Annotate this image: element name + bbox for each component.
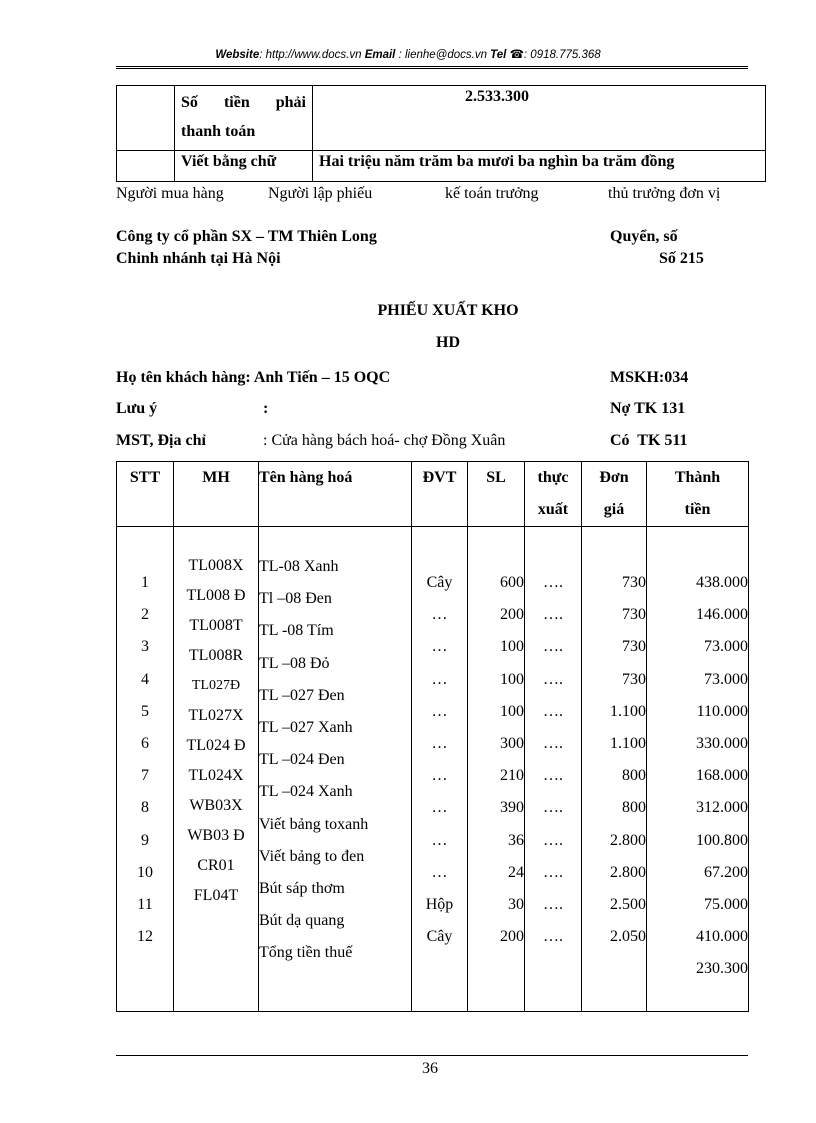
cell-stt: 4 bbox=[141, 670, 149, 688]
cell-dvt: Hộp bbox=[425, 896, 454, 914]
cell-actual: …. bbox=[543, 799, 563, 817]
col-name bbox=[259, 527, 412, 1012]
cell-total: 146.000 bbox=[696, 606, 748, 624]
cell-total: 110.000 bbox=[696, 702, 748, 720]
header-divider-2 bbox=[116, 68, 748, 69]
cell-mh: TL024X bbox=[188, 767, 244, 784]
cell-price: 1.100 bbox=[610, 702, 646, 720]
cell-stt: 11 bbox=[137, 896, 153, 914]
cell-actual: …. bbox=[543, 670, 563, 688]
tax-label: Tổng tiền thuế bbox=[259, 944, 353, 962]
cell-actual: …. bbox=[543, 702, 563, 720]
company-branch: Chinh nhánh tại Hà Nội bbox=[116, 250, 281, 267]
cell-price: 730 bbox=[622, 638, 646, 656]
cell-dvt: … bbox=[431, 767, 448, 785]
book-label: Quyển, số bbox=[610, 228, 678, 245]
cell-actual: …. bbox=[543, 928, 563, 946]
cell-sl: 30 bbox=[508, 896, 524, 914]
signature-chief-accountant: kế toán trưởng bbox=[445, 185, 539, 202]
address-value: : Cửa hàng bách hoá- chợ Đồng Xuân bbox=[263, 432, 506, 449]
cell-mh: TL027X bbox=[188, 707, 244, 724]
cell-actual: …. bbox=[543, 574, 563, 591]
cell-name: Bút sáp thơm bbox=[259, 880, 345, 898]
address-label: MST, Địa chỉ bbox=[116, 432, 206, 449]
cell-stt: 3 bbox=[141, 638, 149, 656]
email-label: Email bbox=[364, 49, 396, 61]
col-sl bbox=[468, 527, 525, 1012]
col-actual bbox=[525, 527, 582, 1012]
cell-price: 1.100 bbox=[610, 735, 646, 753]
cell-actual: …. bbox=[543, 863, 563, 881]
cell-total: 100.800 bbox=[696, 831, 748, 849]
amount-label-line-2: thanh toán bbox=[181, 123, 256, 140]
note-colon: : bbox=[263, 400, 269, 417]
cell-sl: 200 bbox=[500, 928, 524, 946]
cell-mh: CR01 bbox=[197, 857, 235, 874]
debit-account: Nợ TK 131 bbox=[610, 400, 686, 417]
tel-label: Tel bbox=[490, 49, 507, 61]
tax-value: 230.300 bbox=[696, 960, 748, 978]
document-number: Số 215 bbox=[659, 250, 704, 267]
cell-dvt: Cây bbox=[426, 574, 453, 591]
cell-name: TL -08 Tím bbox=[259, 622, 334, 640]
signature-director: thủ trưởng đơn vị bbox=[608, 185, 721, 202]
header-actual-line-1: thực bbox=[537, 469, 569, 486]
header-divider bbox=[116, 66, 748, 67]
cell-name: TL –08 Đỏ bbox=[259, 654, 330, 672]
cell-mh: TL024 Đ bbox=[186, 737, 246, 754]
cell-actual: …. bbox=[543, 638, 563, 656]
email-value: : lienhe@docs.vn bbox=[398, 49, 487, 61]
cell-total: 168.000 bbox=[696, 767, 748, 785]
document-subtitle: HD bbox=[436, 334, 460, 351]
cell-sl: 100 bbox=[500, 702, 524, 720]
cell-dvt: Cây bbox=[426, 928, 453, 946]
tel-value: : 0918.775.368 bbox=[523, 49, 601, 61]
cell-stt: 12 bbox=[137, 928, 153, 946]
cell-actual: …. bbox=[543, 606, 563, 624]
cell-mh: TL008T bbox=[189, 617, 243, 634]
cell-name: Bút dạ quang bbox=[259, 912, 345, 930]
header-dvt: ĐVT bbox=[412, 462, 468, 527]
cell-price: 730 bbox=[622, 574, 646, 591]
cell-dvt: … bbox=[431, 831, 448, 849]
cell-name: Tl –08 Đen bbox=[259, 590, 332, 608]
cell-actual: …. bbox=[543, 896, 563, 914]
cell-price: 2.050 bbox=[610, 928, 646, 946]
cell-dvt: … bbox=[431, 606, 448, 624]
cell-total: 73.000 bbox=[704, 638, 748, 656]
header-total-line-1: Thành bbox=[674, 469, 721, 486]
footer-divider bbox=[116, 1055, 748, 1056]
amount-value: 2.533.300 bbox=[313, 86, 766, 151]
cell-total: 312.000 bbox=[696, 799, 748, 817]
cell-sl: 300 bbox=[500, 735, 524, 753]
cell-mh: TL008X bbox=[188, 557, 244, 574]
cell-sl: 210 bbox=[500, 767, 524, 785]
cell-sl: 36 bbox=[508, 831, 524, 849]
goods-table-body bbox=[117, 527, 749, 1012]
cell-actual: …. bbox=[543, 767, 563, 785]
cell-name: TL –024 Đen bbox=[259, 751, 345, 769]
cell-price: 800 bbox=[622, 767, 646, 785]
customer-code: MSKH:034 bbox=[610, 369, 689, 386]
cell-stt: 9 bbox=[141, 831, 149, 849]
payment-blank-cell-2 bbox=[117, 151, 175, 182]
header-mh: MH bbox=[174, 462, 259, 527]
cell-mh: TL008 Đ bbox=[186, 587, 246, 604]
cell-total: 410.000 bbox=[696, 928, 748, 946]
phone-icon: ☎ bbox=[509, 49, 524, 61]
payment-table bbox=[116, 85, 766, 182]
cell-actual: …. bbox=[543, 831, 563, 849]
cell-price: 730 bbox=[622, 670, 646, 688]
header-stt: STT bbox=[117, 462, 174, 527]
cell-sl: 24 bbox=[508, 863, 524, 881]
cell-dvt: … bbox=[431, 702, 448, 720]
website-label: Website bbox=[215, 49, 260, 61]
cell-stt: 7 bbox=[141, 767, 149, 785]
col-price bbox=[582, 527, 647, 1012]
header-actual-line-2: xuất bbox=[537, 501, 569, 518]
header-total-line-2: tiền bbox=[684, 501, 711, 518]
cell-total: 67.200 bbox=[704, 863, 748, 881]
company-name: Công ty cổ phần SX – TM Thiên Long bbox=[116, 228, 377, 245]
cell-stt: 6 bbox=[141, 735, 149, 753]
site-header bbox=[0, 47, 816, 61]
cell-name: TL –027 Xanh bbox=[259, 719, 353, 737]
cell-mh: WB03X bbox=[189, 797, 243, 814]
header-actual bbox=[525, 462, 582, 527]
payment-blank-cell bbox=[117, 86, 175, 151]
cell-total: 438.000 bbox=[696, 574, 748, 591]
signature-buyer: Người mua hàng bbox=[116, 185, 224, 202]
cell-mh: TL008R bbox=[188, 647, 244, 664]
cell-sl: 200 bbox=[500, 606, 524, 624]
note-label: Lưu ý bbox=[116, 400, 158, 417]
words-value: Hai triệu năm trăm ba mươi ba nghìn ba trăm đồng bbox=[313, 151, 766, 182]
cell-sl: 100 bbox=[500, 670, 524, 688]
page-number: 36 bbox=[422, 1060, 438, 1077]
goods-table bbox=[116, 461, 749, 1012]
cell-price: 2.800 bbox=[610, 831, 646, 849]
cell-dvt: … bbox=[431, 799, 448, 817]
goods-table-header bbox=[117, 462, 749, 527]
col-stt bbox=[117, 527, 174, 1012]
cell-stt: 10 bbox=[137, 863, 153, 881]
header-price-line-1: Đơn bbox=[599, 469, 629, 486]
cell-name: Viết bảng to đen bbox=[259, 847, 365, 865]
document-title: PHIẾU XUẤT KHO bbox=[377, 302, 519, 319]
header-price bbox=[582, 462, 647, 527]
cell-stt: 2 bbox=[141, 606, 149, 624]
signature-preparer: Người lập phiếu bbox=[268, 185, 373, 202]
cell-dvt: … bbox=[431, 863, 448, 881]
customer-label: Họ tên khách hàng: Anh Tiến – 15 OQC bbox=[116, 369, 391, 386]
amount-label-cell bbox=[175, 86, 313, 151]
cell-price: 2.800 bbox=[610, 863, 646, 881]
cell-sl: 600 bbox=[500, 574, 524, 591]
cell-sl: 100 bbox=[500, 638, 524, 656]
header-price-line-2: giá bbox=[603, 501, 625, 518]
cell-mh: FL04T bbox=[193, 887, 239, 904]
cell-sl: 390 bbox=[500, 799, 524, 817]
cell-mh: WB03 Đ bbox=[187, 827, 245, 844]
cell-price: 800 bbox=[622, 799, 646, 817]
website-value: : http://www.docs.vn bbox=[259, 49, 362, 61]
header-total bbox=[647, 462, 749, 527]
cell-dvt: … bbox=[431, 735, 448, 753]
cell-price: 2.500 bbox=[610, 896, 646, 914]
header-sl: SL bbox=[468, 462, 525, 527]
cell-name: TL-08 Xanh bbox=[259, 558, 339, 575]
amount-label-line-1: Số tiền phải bbox=[181, 94, 306, 111]
cell-actual: …. bbox=[543, 735, 563, 753]
cell-dvt: … bbox=[431, 670, 448, 688]
header-name: Tên hàng hoá bbox=[259, 462, 412, 527]
cell-name: TL –024 Xanh bbox=[259, 783, 353, 801]
col-dvt bbox=[412, 527, 468, 1012]
cell-price: 730 bbox=[622, 606, 646, 624]
cell-total: 330.000 bbox=[696, 735, 748, 753]
cell-total: 75.000 bbox=[704, 896, 748, 914]
credit-account: Có TK 511 bbox=[610, 432, 688, 449]
cell-total: 73.000 bbox=[704, 670, 748, 688]
col-mh bbox=[174, 527, 259, 1012]
cell-stt: 5 bbox=[141, 702, 149, 720]
cell-stt: 8 bbox=[141, 799, 149, 817]
cell-mh: TL027Đ bbox=[191, 678, 241, 693]
cell-name: Viết bảng toxanh bbox=[259, 815, 369, 833]
col-total bbox=[647, 527, 749, 1012]
words-label: Viết bằng chữ bbox=[175, 151, 313, 182]
cell-stt: 1 bbox=[141, 574, 149, 591]
cell-name: TL –027 Đen bbox=[259, 686, 345, 704]
cell-dvt: … bbox=[431, 638, 448, 656]
